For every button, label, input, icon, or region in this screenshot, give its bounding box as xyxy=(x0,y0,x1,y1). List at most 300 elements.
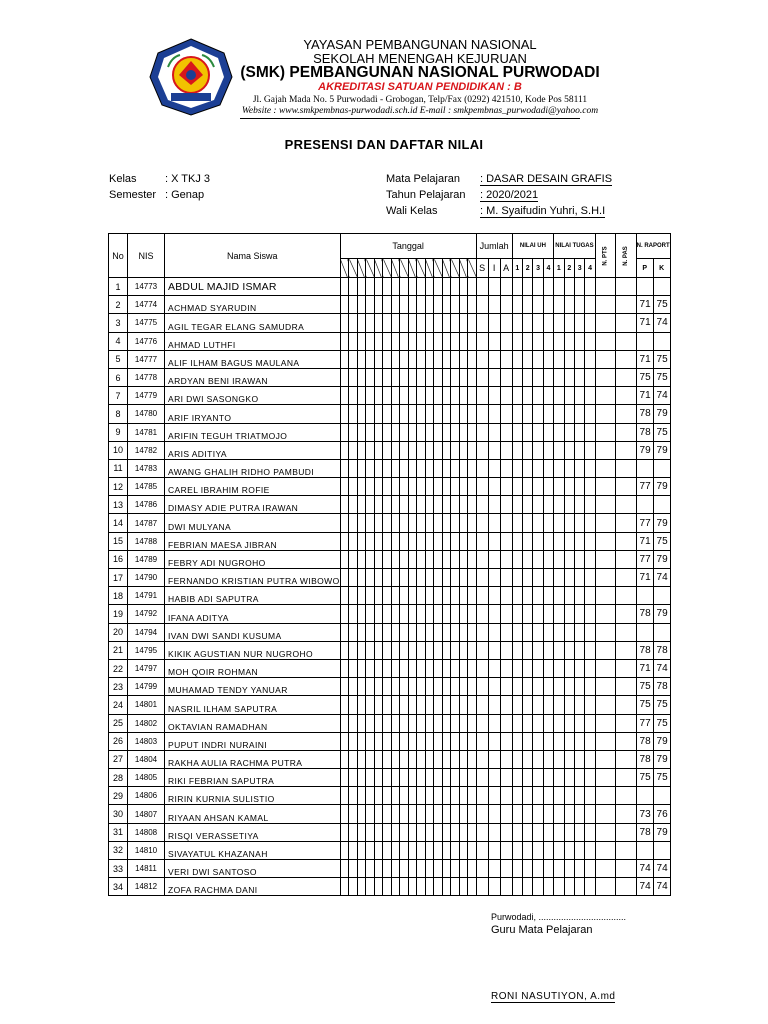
attendance-cell xyxy=(434,823,443,841)
attendance-cell xyxy=(425,387,434,405)
year-value: : 2020/2021 xyxy=(480,189,539,201)
raport-p xyxy=(636,496,653,514)
attendance-cell xyxy=(434,696,443,714)
accreditation: AKREDITASI SATUAN PENDIDIKAN : B xyxy=(318,81,522,93)
score-cell xyxy=(512,278,522,296)
score-cell xyxy=(512,805,522,823)
attendance-cell xyxy=(417,732,426,750)
score-cell xyxy=(585,441,595,459)
count-cell xyxy=(500,459,512,477)
count-cell xyxy=(488,587,500,605)
score-cell xyxy=(512,569,522,587)
score-cell xyxy=(574,405,584,423)
student-name: RIKI FEBRIAN SAPUTRA xyxy=(165,769,341,787)
score-cell xyxy=(554,623,564,641)
raport-p: 78 xyxy=(636,405,653,423)
score-cell xyxy=(533,787,543,805)
student-name: KIKIK AGUSTIAN NUR NUGROHO xyxy=(165,641,341,659)
attendance-cell xyxy=(417,441,426,459)
attendance-cell xyxy=(425,878,434,896)
attendance-cell xyxy=(468,405,477,423)
attendance-cell xyxy=(434,569,443,587)
attendance-cell xyxy=(391,550,400,568)
attendance-cell xyxy=(451,350,460,368)
attendance-cell xyxy=(340,387,349,405)
raport-k: 75 xyxy=(653,714,670,732)
score-cell xyxy=(554,332,564,350)
attendance-cell xyxy=(383,769,392,787)
score-cell xyxy=(574,423,584,441)
attendance-cell xyxy=(349,314,358,332)
score-cell xyxy=(543,641,553,659)
attendance-cell xyxy=(451,623,460,641)
attendance-cell xyxy=(408,678,417,696)
attendance-cell xyxy=(459,296,468,314)
count-cell xyxy=(476,641,488,659)
attendance-cell xyxy=(459,750,468,768)
attendance-cell xyxy=(442,423,451,441)
attendance-cell xyxy=(408,296,417,314)
attendance-cell xyxy=(357,623,366,641)
attendance-cell xyxy=(459,423,468,441)
header-divider xyxy=(240,118,580,119)
student-nis: 14808 xyxy=(128,823,165,841)
score-cell xyxy=(554,423,564,441)
score-cell xyxy=(533,678,543,696)
student-no: 18 xyxy=(109,587,128,605)
student-nis: 14783 xyxy=(128,459,165,477)
pts-cell xyxy=(595,805,615,823)
attendance-cell xyxy=(357,332,366,350)
pts-cell xyxy=(595,841,615,859)
attendance-cell xyxy=(400,732,409,750)
student-row xyxy=(109,878,671,896)
student-row xyxy=(109,569,671,587)
date-cell xyxy=(391,259,400,278)
score-cell xyxy=(533,278,543,296)
attendance-cell xyxy=(468,641,477,659)
raport-k: 75 xyxy=(653,296,670,314)
raport-k: 79 xyxy=(653,750,670,768)
student-no: 30 xyxy=(109,805,128,823)
score-cell xyxy=(512,314,522,332)
attendance-cell xyxy=(357,823,366,841)
attendance-cell xyxy=(459,550,468,568)
student-no: 17 xyxy=(109,569,128,587)
score-cell xyxy=(564,478,574,496)
count-cell xyxy=(476,696,488,714)
attendance-cell xyxy=(374,696,383,714)
attendance-cell xyxy=(400,860,409,878)
score-cell xyxy=(512,423,522,441)
attendance-cell xyxy=(468,423,477,441)
pas-cell xyxy=(616,314,637,332)
attendance-cell xyxy=(425,605,434,623)
count-cell xyxy=(488,387,500,405)
raport-p: 71 xyxy=(636,532,653,550)
score-cell xyxy=(512,296,522,314)
attendance-cell xyxy=(366,350,375,368)
student-nis: 14807 xyxy=(128,805,165,823)
pts-cell xyxy=(595,478,615,496)
attendance-cell xyxy=(391,569,400,587)
attendance-cell xyxy=(408,841,417,859)
student-row xyxy=(109,368,671,386)
score-cell xyxy=(533,332,543,350)
count-cell xyxy=(488,750,500,768)
pas-cell xyxy=(616,860,637,878)
student-nis: 14788 xyxy=(128,532,165,550)
score-cell xyxy=(523,387,533,405)
subject-value: : DASAR DESAIN GRAFIS xyxy=(480,173,613,185)
attendance-cell xyxy=(451,423,460,441)
raport-p xyxy=(636,787,653,805)
col-nis: NIS xyxy=(128,234,165,278)
score-cell xyxy=(512,641,522,659)
col-tugas-4: 4 xyxy=(585,259,595,278)
attendance-cell xyxy=(459,368,468,386)
student-no: 22 xyxy=(109,659,128,677)
attendance-cell xyxy=(391,441,400,459)
attendance-cell xyxy=(340,587,349,605)
score-cell xyxy=(585,459,595,477)
attendance-cell xyxy=(417,805,426,823)
attendance-cell xyxy=(451,605,460,623)
attendance-cell xyxy=(468,496,477,514)
student-row xyxy=(109,732,671,750)
attendance-cell xyxy=(468,841,477,859)
score-cell xyxy=(523,696,533,714)
student-name: MOH QOIR ROHMAN xyxy=(165,659,341,677)
attendance-cell xyxy=(374,278,383,296)
score-cell xyxy=(554,550,564,568)
attendance-cell xyxy=(357,659,366,677)
attendance-cell xyxy=(374,878,383,896)
attendance-cell xyxy=(374,823,383,841)
attendance-cell xyxy=(391,787,400,805)
attendance-cell xyxy=(400,750,409,768)
count-cell xyxy=(500,696,512,714)
attendance-cell xyxy=(349,423,358,441)
attendance-cell xyxy=(400,841,409,859)
student-row xyxy=(109,659,671,677)
attendance-cell xyxy=(357,750,366,768)
score-cell xyxy=(564,569,574,587)
score-cell xyxy=(543,605,553,623)
pts-cell xyxy=(595,605,615,623)
attendance-cell xyxy=(391,387,400,405)
raport-k: 74 xyxy=(653,569,670,587)
attendance-cell xyxy=(357,296,366,314)
col-nilai-tugas: NILAI TUGAS xyxy=(554,234,596,259)
score-cell xyxy=(543,805,553,823)
student-nis: 14794 xyxy=(128,623,165,641)
attendance-cell xyxy=(349,732,358,750)
attendance-cell xyxy=(349,678,358,696)
attendance-cell xyxy=(468,368,477,386)
date-cell xyxy=(357,259,366,278)
date-cell xyxy=(417,259,426,278)
attendance-cell xyxy=(374,805,383,823)
raport-p: 71 xyxy=(636,350,653,368)
attendance-cell xyxy=(417,387,426,405)
student-no: 19 xyxy=(109,605,128,623)
attendance-cell xyxy=(357,878,366,896)
student-name: CAREL IBRAHIM ROFIE xyxy=(165,478,341,496)
attendance-cell xyxy=(459,350,468,368)
attendance-cell xyxy=(340,296,349,314)
count-cell xyxy=(500,514,512,532)
score-cell xyxy=(585,750,595,768)
count-cell xyxy=(488,532,500,550)
attendance-cell xyxy=(434,478,443,496)
count-cell xyxy=(476,678,488,696)
pts-cell xyxy=(595,368,615,386)
date-cell xyxy=(451,259,460,278)
attendance-cell xyxy=(383,750,392,768)
score-cell xyxy=(574,732,584,750)
student-row xyxy=(109,841,671,859)
attendance-cell xyxy=(400,823,409,841)
score-cell xyxy=(585,514,595,532)
date-cell xyxy=(468,259,477,278)
pts-cell xyxy=(595,823,615,841)
school-name: (SMK) PEMBANGUNAN NASIONAL PURWODADI xyxy=(240,64,600,81)
attendance-cell xyxy=(459,478,468,496)
attendance-cell xyxy=(434,423,443,441)
student-no: 10 xyxy=(109,441,128,459)
pts-cell xyxy=(595,514,615,532)
attendance-cell xyxy=(383,732,392,750)
score-cell xyxy=(523,478,533,496)
score-cell xyxy=(585,387,595,405)
attendance-cell xyxy=(340,441,349,459)
col-tugas-2: 2 xyxy=(564,259,574,278)
pas-cell xyxy=(616,423,637,441)
attendance-cell xyxy=(451,787,460,805)
count-cell xyxy=(488,605,500,623)
score-cell xyxy=(533,441,543,459)
raport-k: 75 xyxy=(653,769,670,787)
student-nis: 14774 xyxy=(128,296,165,314)
pas-cell xyxy=(616,569,637,587)
attendance-cell xyxy=(408,659,417,677)
attendance-cell xyxy=(349,623,358,641)
attendance-cell xyxy=(434,368,443,386)
raport-k xyxy=(653,787,670,805)
score-cell xyxy=(554,387,564,405)
attendance-cell xyxy=(408,696,417,714)
attendance-cell xyxy=(374,550,383,568)
attendance-cell xyxy=(391,478,400,496)
attendance-cell xyxy=(451,678,460,696)
attendance-cell xyxy=(357,605,366,623)
attendance-cell xyxy=(400,350,409,368)
attendance-cell xyxy=(434,605,443,623)
attendance-cell xyxy=(425,423,434,441)
attendance-cell xyxy=(408,459,417,477)
homeroom-label: Wali Kelas xyxy=(386,205,438,217)
score-cell xyxy=(564,296,574,314)
attendance-cell xyxy=(400,878,409,896)
col-n-raport: N. RAPORT xyxy=(636,234,670,259)
school-type: SEKOLAH MENENGAH KEJURUAN xyxy=(313,51,527,66)
attendance-cell xyxy=(391,423,400,441)
attendance-cell xyxy=(442,587,451,605)
score-cell xyxy=(533,387,543,405)
student-name: AWANG GHALIH RIDHO PAMBUDI xyxy=(165,459,341,477)
attendance-cell xyxy=(425,350,434,368)
count-cell xyxy=(500,405,512,423)
student-row xyxy=(109,714,671,732)
score-cell xyxy=(523,860,533,878)
count-cell xyxy=(500,350,512,368)
attendance-cell xyxy=(391,732,400,750)
student-no: 26 xyxy=(109,732,128,750)
attendance-cell xyxy=(442,878,451,896)
attendance-cell xyxy=(459,332,468,350)
score-cell xyxy=(523,878,533,896)
document-title: PRESENSI DAN DAFTAR NILAI xyxy=(284,137,484,152)
attendance-cell xyxy=(366,605,375,623)
attendance-cell xyxy=(366,659,375,677)
count-cell xyxy=(476,732,488,750)
score-cell xyxy=(564,860,574,878)
score-cell xyxy=(533,750,543,768)
attendance-cell xyxy=(417,314,426,332)
attendance-cell xyxy=(374,296,383,314)
attendance-cell xyxy=(383,459,392,477)
student-name: NASRIL ILHAM SAPUTRA xyxy=(165,696,341,714)
student-name: IVAN DWI SANDI KUSUMA xyxy=(165,623,341,641)
score-cell xyxy=(543,405,553,423)
attendance-cell xyxy=(451,387,460,405)
date-cell xyxy=(349,259,358,278)
attendance-cell xyxy=(357,678,366,696)
col-a: A xyxy=(500,259,512,278)
pas-cell xyxy=(616,623,637,641)
score-cell xyxy=(574,641,584,659)
attendance-cell xyxy=(374,732,383,750)
student-name: AHMAD LUTHFI xyxy=(165,332,341,350)
score-cell xyxy=(533,350,543,368)
count-cell xyxy=(476,532,488,550)
score-cell xyxy=(512,823,522,841)
attendance-cell xyxy=(374,459,383,477)
score-cell xyxy=(564,587,574,605)
count-cell xyxy=(488,860,500,878)
attendance-cell xyxy=(366,769,375,787)
attendance-cell xyxy=(374,860,383,878)
score-cell xyxy=(585,787,595,805)
count-cell xyxy=(500,823,512,841)
attendance-cell xyxy=(374,750,383,768)
student-row xyxy=(109,459,671,477)
raport-k: 74 xyxy=(653,860,670,878)
attendance-cell xyxy=(366,678,375,696)
attendance-cell xyxy=(366,750,375,768)
attendance-cell xyxy=(340,787,349,805)
score-cell xyxy=(585,860,595,878)
attendance-cell xyxy=(391,368,400,386)
score-cell xyxy=(574,769,584,787)
attendance-cell xyxy=(383,696,392,714)
score-cell xyxy=(554,823,564,841)
score-cell xyxy=(574,659,584,677)
pas-cell xyxy=(616,296,637,314)
attendance-cell xyxy=(391,623,400,641)
score-cell xyxy=(543,459,553,477)
attendance-cell xyxy=(374,314,383,332)
attendance-cell xyxy=(459,496,468,514)
attendance-cell xyxy=(374,478,383,496)
attendance-cell xyxy=(425,714,434,732)
student-no: 24 xyxy=(109,696,128,714)
score-cell xyxy=(512,387,522,405)
attendance-cell xyxy=(349,805,358,823)
raport-k xyxy=(653,332,670,350)
attendance-cell xyxy=(357,314,366,332)
score-cell xyxy=(512,750,522,768)
count-cell xyxy=(476,441,488,459)
attendance-cell xyxy=(400,623,409,641)
raport-k: 79 xyxy=(653,514,670,532)
attendance-cell xyxy=(442,569,451,587)
score-cell xyxy=(512,587,522,605)
attendance-cell xyxy=(357,805,366,823)
attendance-cell xyxy=(366,569,375,587)
student-no: 21 xyxy=(109,641,128,659)
raport-p xyxy=(636,841,653,859)
count-cell xyxy=(500,569,512,587)
attendance-cell xyxy=(340,405,349,423)
score-cell xyxy=(543,696,553,714)
count-cell xyxy=(500,641,512,659)
student-nis: 14795 xyxy=(128,641,165,659)
pts-cell xyxy=(595,696,615,714)
count-cell xyxy=(476,387,488,405)
attendance-cell xyxy=(366,532,375,550)
attendance-cell xyxy=(442,732,451,750)
score-cell xyxy=(564,623,574,641)
score-cell xyxy=(523,278,533,296)
attendance-cell xyxy=(383,678,392,696)
raport-k xyxy=(653,278,670,296)
pas-cell xyxy=(616,405,637,423)
score-cell xyxy=(574,823,584,841)
pas-cell xyxy=(616,550,637,568)
count-cell xyxy=(476,478,488,496)
date-cell xyxy=(383,259,392,278)
score-cell xyxy=(585,332,595,350)
pts-cell xyxy=(595,623,615,641)
score-cell xyxy=(512,714,522,732)
attendance-cell xyxy=(451,368,460,386)
score-cell xyxy=(543,532,553,550)
score-cell xyxy=(533,878,543,896)
attendance-cell xyxy=(366,623,375,641)
attendance-cell xyxy=(400,787,409,805)
score-cell xyxy=(554,787,564,805)
score-cell xyxy=(523,714,533,732)
count-cell xyxy=(500,587,512,605)
attendance-cell xyxy=(366,314,375,332)
score-cell xyxy=(564,678,574,696)
attendance-cell xyxy=(340,860,349,878)
attendance-cell xyxy=(408,314,417,332)
attendance-cell xyxy=(366,423,375,441)
pas-cell xyxy=(616,750,637,768)
